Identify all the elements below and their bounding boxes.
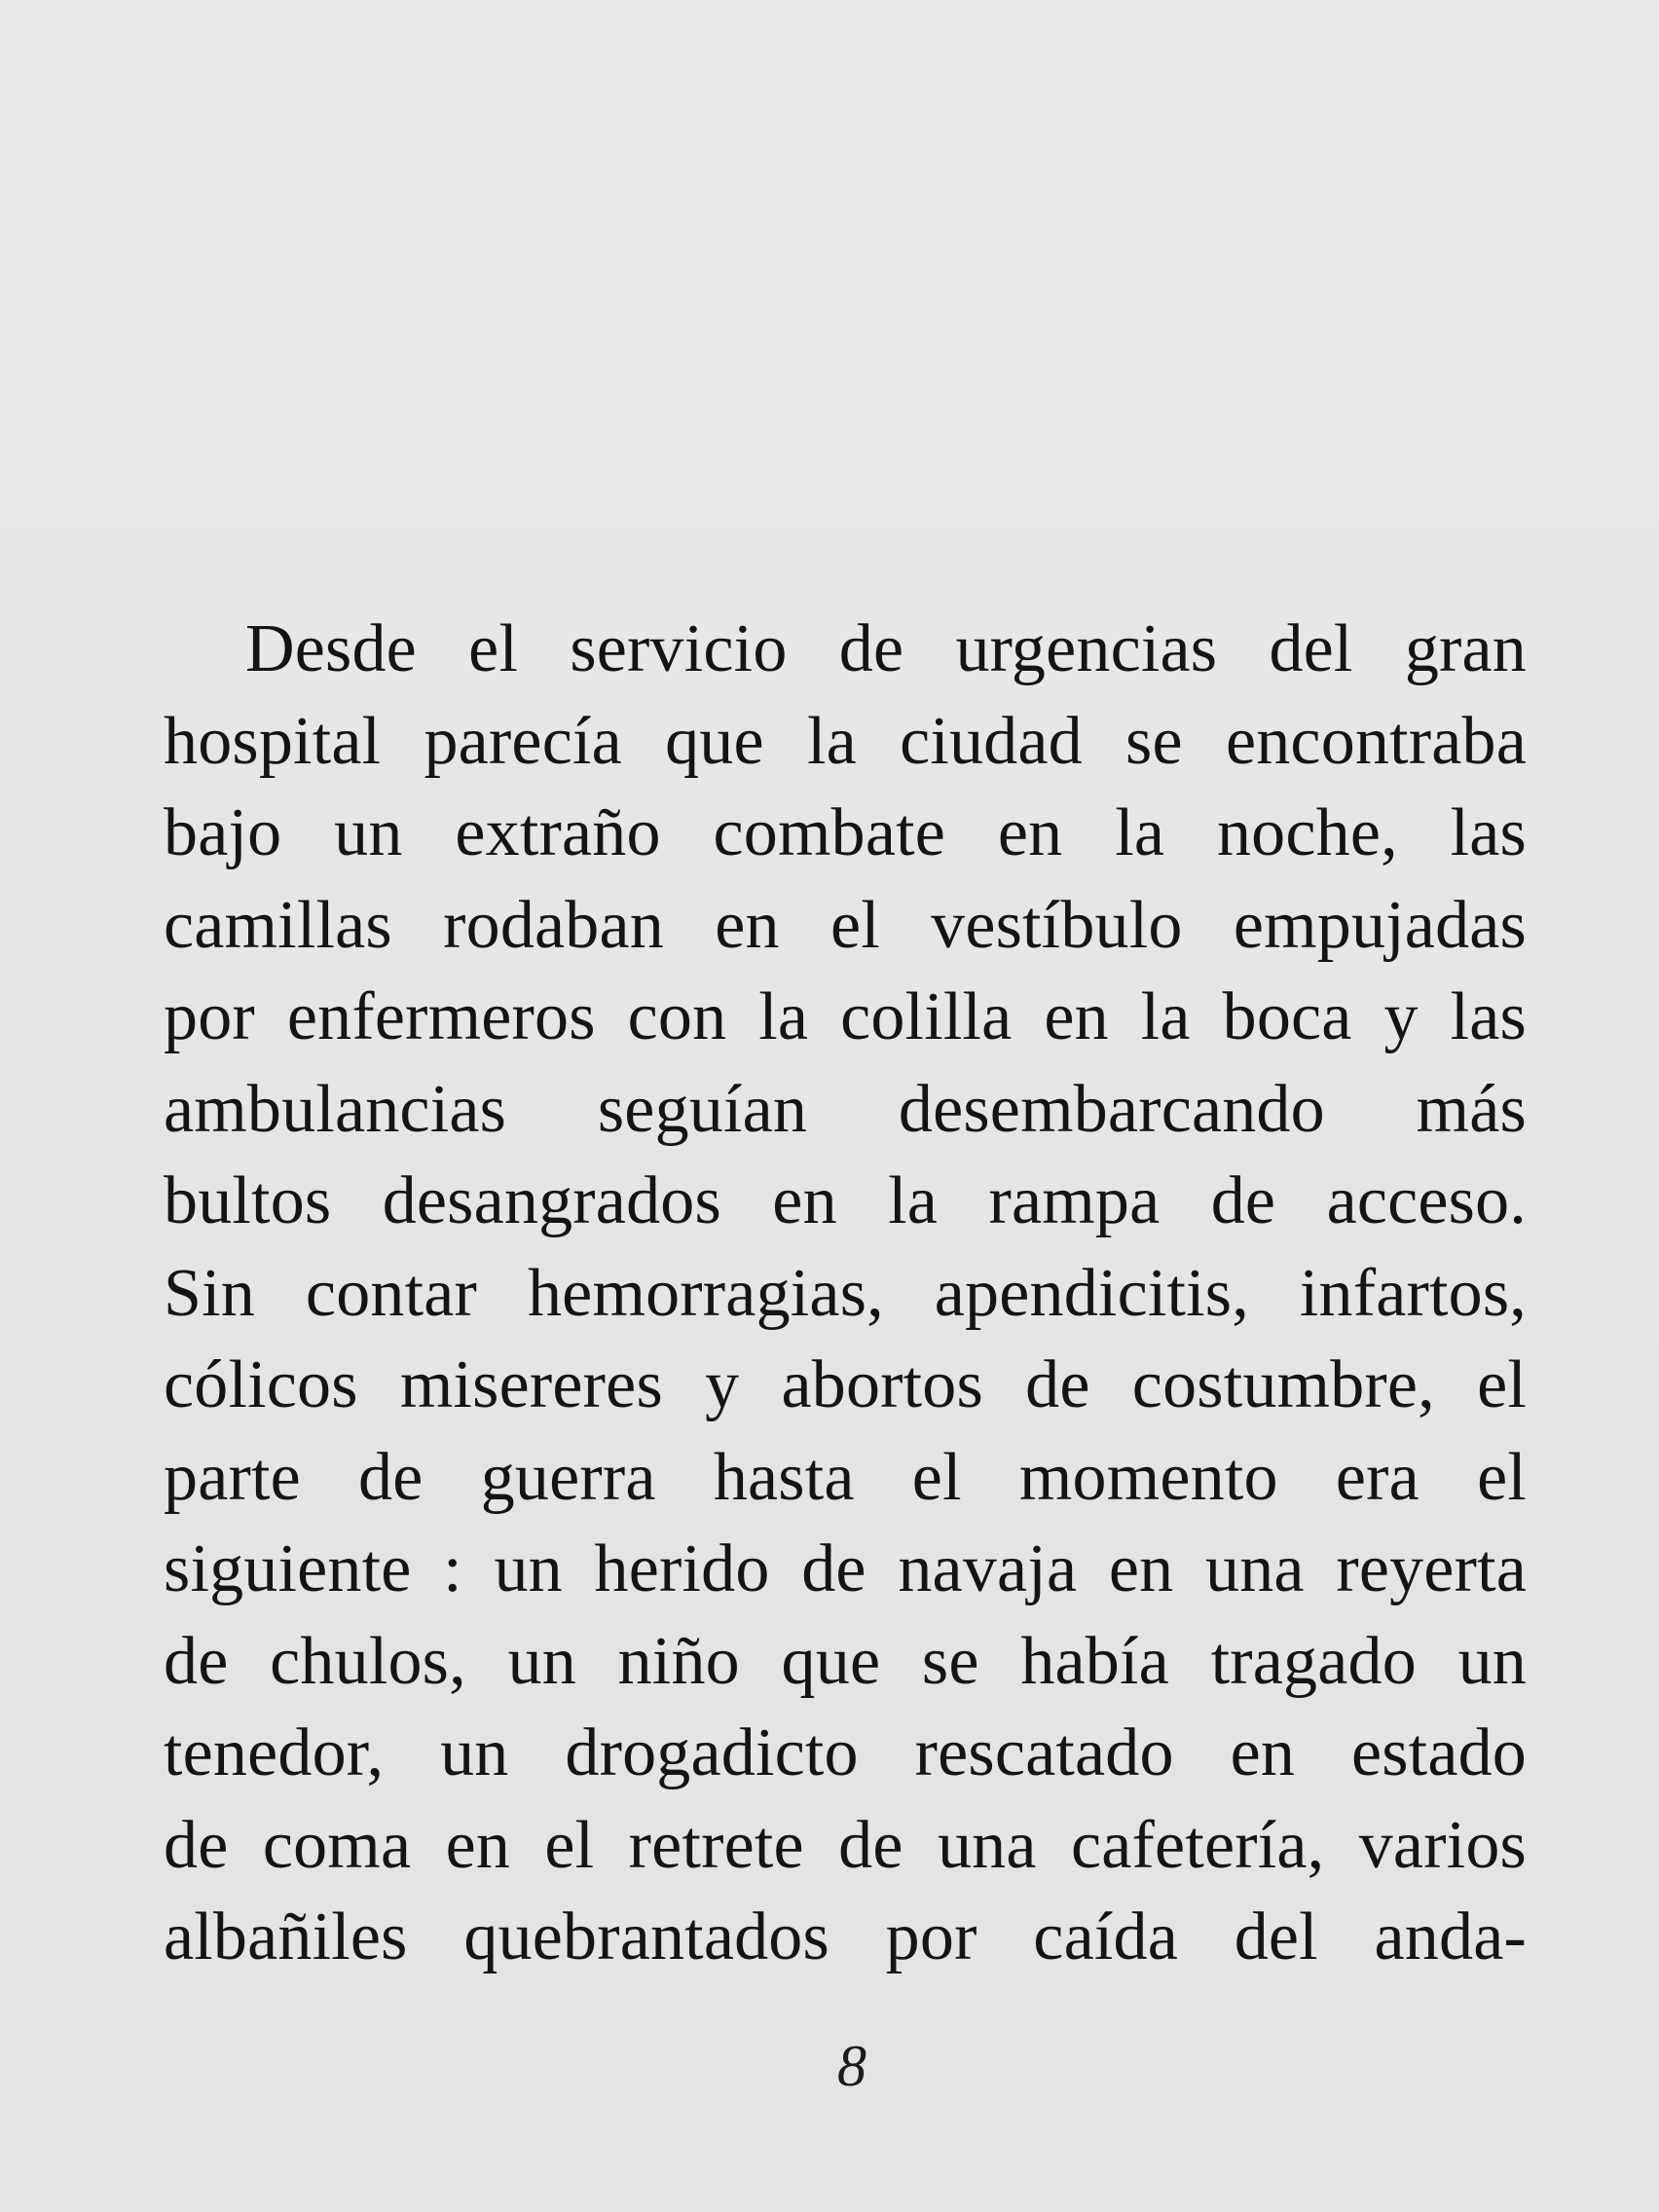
page-number: 8	[837, 2034, 866, 2098]
text-line-3: bajo un extraño combate en la noche, las	[164, 795, 1527, 870]
text-line-8: Sin contar hemorragias, apendicitis, infartos,	[164, 1255, 1527, 1331]
text-line-7: bultos desangrados en la rampa de acceso.	[164, 1163, 1527, 1238]
text-line-12: de chulos, un niño que se había tragado un	[164, 1623, 1527, 1699]
text-line-15: albañiles quebrantados por caída del anda-	[164, 1899, 1527, 1974]
body-text	[164, 604, 1527, 1984]
text-line-13: tenedor, un drogadicto rescatado en estado	[164, 1715, 1527, 1790]
text-line-6: ambulancias seguían desembarcando más	[164, 1071, 1527, 1147]
text-line-4: camillas rodaban en el vestíbulo empujadas	[164, 887, 1527, 963]
text-line-1: Desde el servicio de urgencias del gran	[245, 611, 1527, 686]
text-line-11: siguiente : un herido de navaja en una reyerta	[164, 1531, 1527, 1606]
text-line-10: parte de guerra hasta el momento era el	[164, 1439, 1527, 1515]
text-line-9: cólicos misereres y abortos de costumbre, el	[164, 1347, 1527, 1422]
text-line-5: por enfermeros con la colilla en la boca y las	[164, 979, 1527, 1054]
text-line-2: hospital parecía que la ciudad se encontraba	[164, 703, 1527, 779]
text-line-14: de coma en el retrete de una cafetería, varios	[164, 1807, 1527, 1883]
